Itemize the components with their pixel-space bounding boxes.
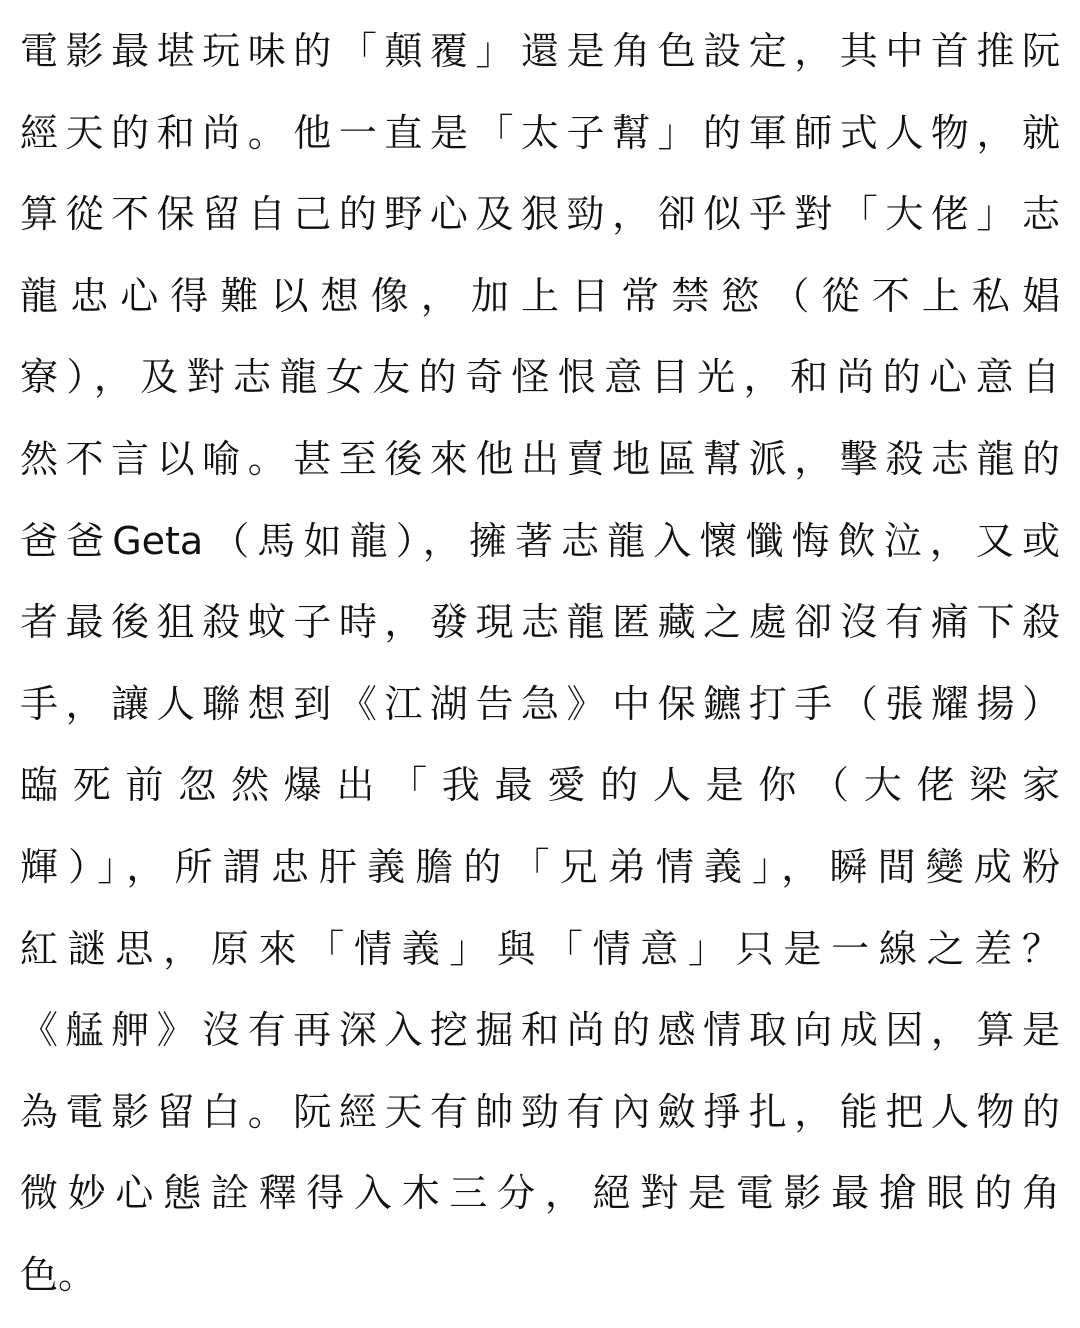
text-line: 臨死前忽然爆出「我最愛的人是你（大佬梁家	[20, 763, 1060, 808]
text-line: 微妙心態詮釋得入木三分，絕對是電影最搶眼的角	[20, 1171, 1060, 1216]
article-text	[20, 22, 1060, 1328]
text-line: 經天的和尚。他一直是「太子幫」的軍師式人物，就	[20, 110, 1060, 155]
text-line: 者最後狙殺蚊子時，發現志龍匿藏之處卻沒有痛下殺	[20, 600, 1060, 645]
text-line: 寮），及對志龍女友的奇怪恨意目光，和尚的心意自	[20, 355, 1060, 400]
text-line: 輝）」，所謂忠肝義膽的「兄弟情義」，瞬間變成粉	[20, 844, 1060, 889]
text-line: 然不言以喻。甚至後來他出賣地區幫派，擊殺志龍的	[20, 436, 1060, 481]
text-line: 為電影留白。阮經天有帥勁有內斂掙扎，能把人物的	[20, 1089, 1060, 1134]
text-line: 紅謎思，原來「情義」與「情意」只是一線之差？	[20, 926, 1060, 971]
text-line: 《艋舺》沒有再深入挖掘和尚的感情取向成因，算是	[20, 1008, 1060, 1053]
text-line: 算從不保留自己的野心及狠勁，卻似乎對「大佬」志	[20, 192, 1060, 237]
text-line: 電影最堪玩味的「顛覆」還是角色設定，其中首推阮	[20, 29, 1060, 73]
text-line: 色。	[20, 1252, 97, 1297]
text-line: 龍忠心得難以想像，加上日常禁慾（從不上私娼	[20, 273, 1060, 318]
text-line: 爸爸Geta（馬如龍），擁著志龍入懷懺悔飲泣，又或	[20, 518, 1060, 563]
text-line: 手，讓人聯想到《江湖告急》中保鑣打手（張耀揚）	[20, 681, 1060, 726]
